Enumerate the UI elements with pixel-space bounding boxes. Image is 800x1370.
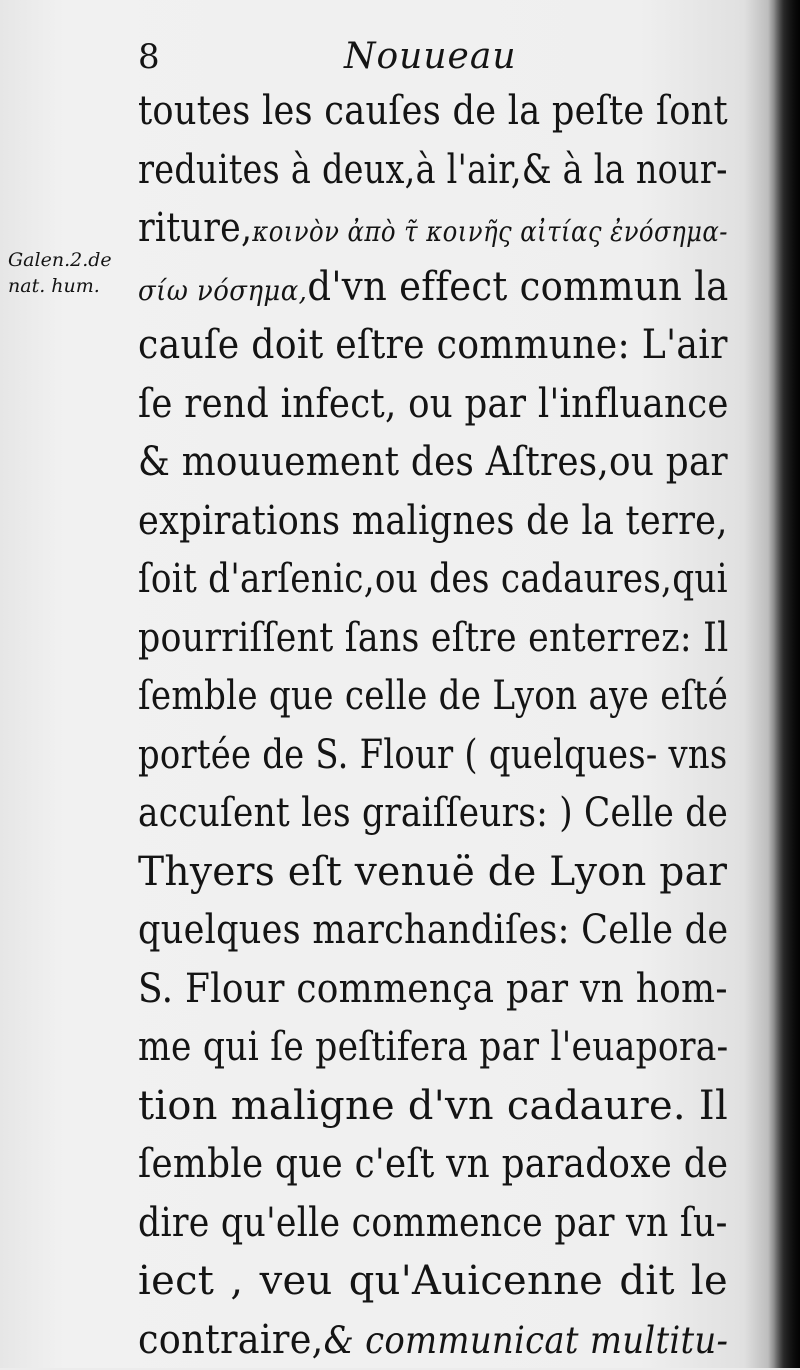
greek-quotation: κοινὸν ἀπὸ τ̃ κοινῆς αἰτίας ἐνόσημα- bbox=[252, 215, 728, 248]
text-line bbox=[138, 726, 728, 785]
page-number: 8 bbox=[138, 37, 160, 77]
text-line bbox=[138, 141, 728, 200]
text-line-content: & mouuement des Aſtres,ou par bbox=[138, 439, 728, 485]
margin-citation-line: Galen.2.de bbox=[8, 249, 112, 271]
text-line-content: quelques marchandiſes: Celle de bbox=[138, 907, 729, 953]
text-line-content: riture, bbox=[138, 205, 253, 251]
text-line bbox=[138, 1018, 729, 1077]
text-line bbox=[138, 901, 729, 960]
text-line bbox=[138, 82, 728, 141]
text-line bbox=[138, 1077, 727, 1136]
text-line bbox=[138, 667, 729, 726]
text-line-content: me qui ſe peſtifera par l'euapora- bbox=[138, 1024, 729, 1070]
text-line bbox=[138, 550, 728, 609]
text-line-content: iect , veu qu'Auicenne dit le bbox=[138, 1258, 728, 1304]
text-line bbox=[138, 316, 728, 375]
text-line bbox=[138, 1194, 728, 1253]
running-head bbox=[138, 34, 738, 80]
margin-citation-line: nat. hum. bbox=[8, 275, 100, 297]
text-line bbox=[138, 1311, 729, 1370]
text-line-content: contraire, bbox=[138, 1316, 324, 1363]
text-line bbox=[138, 1252, 728, 1311]
text-line bbox=[138, 375, 729, 434]
text-line bbox=[138, 433, 728, 492]
text-line bbox=[138, 843, 728, 902]
text-line-content: Thyers eſt venuë de Lyon par bbox=[138, 848, 728, 895]
text-line-content: pourriſſent ſans eſtre enterrez: Il bbox=[138, 614, 729, 661]
text-line bbox=[138, 258, 729, 317]
text-line bbox=[138, 784, 729, 843]
text-line-content: ſemble que celle de Lyon aye eſté bbox=[138, 673, 729, 719]
greek-quotation: σίω νόσημα, bbox=[138, 273, 308, 307]
running-title: Nouueau bbox=[344, 36, 517, 77]
text-line bbox=[138, 199, 728, 258]
body-text bbox=[138, 82, 728, 1369]
latin-quotation: & communicat multitu- bbox=[323, 1318, 729, 1362]
text-line bbox=[138, 609, 729, 668]
text-line-content: accuſent les graiſſeurs: ) Celle de bbox=[138, 790, 729, 836]
text-line bbox=[138, 1135, 729, 1194]
text-line-content: dire qu'elle commence par vn ſu- bbox=[138, 1199, 728, 1246]
text-line-content: S. Flour commença par vn hom- bbox=[138, 965, 728, 1012]
text-line-content: tion maligne d'vn cadaure. Il bbox=[138, 1082, 729, 1129]
text-line-content: ſemble que c'eſt vn paradoxe de bbox=[138, 1141, 729, 1187]
text-line bbox=[138, 492, 728, 551]
text-line-content: ſoit d'arſenic,ou des cadaures,qui bbox=[138, 556, 728, 602]
text-line-content: d'vn effect commun la bbox=[307, 263, 729, 310]
margin-citation bbox=[8, 247, 140, 299]
text-line-content: ſe rend infect, ou par l'influance bbox=[138, 380, 729, 427]
text-line-content: cauſe doit eſtre commune: L'air bbox=[138, 322, 728, 368]
text-line-content: expirations malignes de la terre, bbox=[138, 497, 728, 544]
text-line-content: portée de S. Flour ( quelques- vns bbox=[138, 731, 728, 778]
text-line-content: reduites à deux,à l'air,& à la nour- bbox=[138, 146, 728, 193]
text-line-content: toutes les cauſes de la peſte ſont bbox=[138, 88, 728, 134]
text-line bbox=[138, 960, 728, 1019]
gutter-shadow bbox=[774, 0, 800, 1368]
